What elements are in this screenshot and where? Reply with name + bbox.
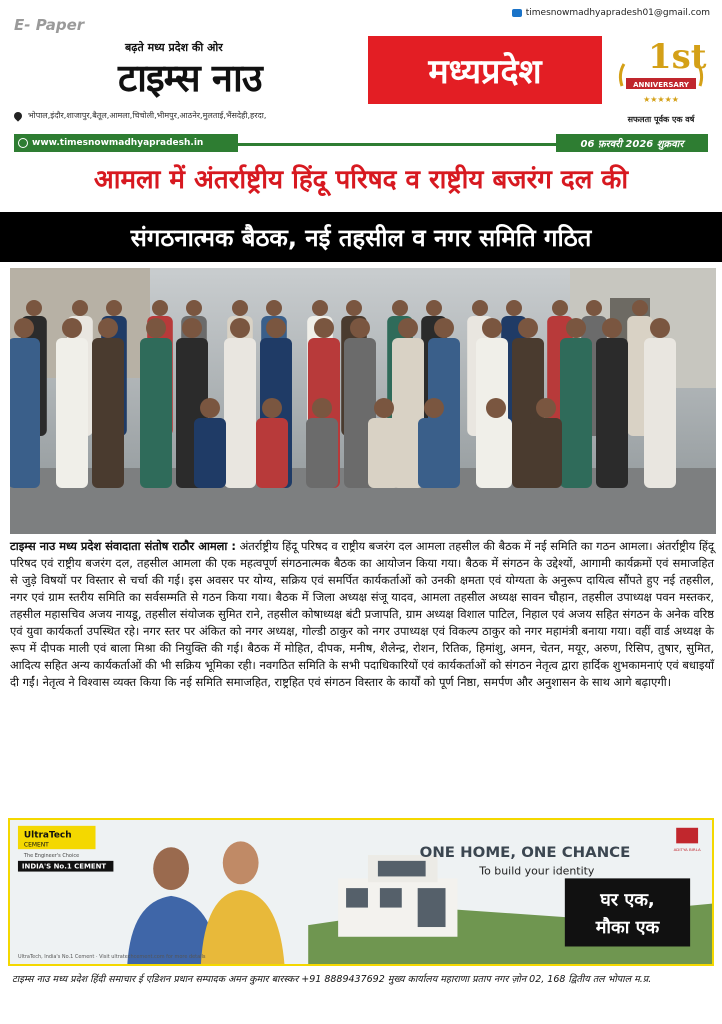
person-head <box>62 318 82 338</box>
person-head <box>398 318 418 338</box>
person-body <box>596 338 628 488</box>
person-head <box>426 300 442 316</box>
group-photo <box>10 268 716 534</box>
ad-hindi-line2: मौका एक <box>595 918 660 938</box>
person-body <box>306 418 338 488</box>
person-body <box>644 338 676 488</box>
person-head <box>536 398 556 418</box>
person-head <box>72 300 88 316</box>
person-head <box>552 300 568 316</box>
edition-label: E- Paper <box>14 16 85 34</box>
article-byline: टाइम्स नाउ मध्य प्रदेश संवादाता संतोष राठौर आमला : <box>10 539 236 553</box>
person-head <box>230 318 250 338</box>
person-head <box>602 318 622 338</box>
ad-brand-tagline: The Engineer's Choice <box>23 853 80 859</box>
person-body <box>56 338 88 488</box>
person-head <box>312 398 332 418</box>
cement-advertisement[interactable] <box>8 818 714 966</box>
person-body <box>530 418 562 488</box>
person-head <box>314 318 334 338</box>
ad-headline: ONE HOME, ONE CHANCE <box>419 844 631 861</box>
ad-group-logo: ADITYA BIRLA <box>673 847 701 853</box>
person-body <box>480 418 512 488</box>
anniversary-subtitle: सफलता पूर्वक एक वर्ष <box>627 115 695 124</box>
anniversary-badge <box>614 34 708 112</box>
ad-fine-print: UltraTech, India's No.1 Cement · Visit ultratechcement.com for more details <box>17 954 206 961</box>
person-head <box>98 318 118 338</box>
person-body <box>368 418 400 488</box>
person-head <box>506 300 522 316</box>
person-body <box>224 338 256 488</box>
anniversary-stars: ★★★★★ <box>643 95 679 104</box>
person-head <box>266 318 286 338</box>
person-body <box>418 418 450 488</box>
person-head <box>424 398 444 418</box>
headline-secondary: संगठनात्मक बैठक, नई तहसील व नगर समिति गठित <box>0 212 722 262</box>
ad-brand-badge: INDIA'S No.1 CEMENT <box>21 862 107 871</box>
person-head <box>186 300 202 316</box>
person-head <box>182 318 202 338</box>
person-head <box>346 300 362 316</box>
person-head <box>232 300 248 316</box>
person-head <box>312 300 328 316</box>
person-head <box>566 318 586 338</box>
person-head <box>14 318 34 338</box>
person-head <box>350 318 370 338</box>
email-text: timesnowmadhyapradesh01@gmail.com <box>525 8 710 18</box>
divider-line <box>238 143 556 146</box>
person-body <box>194 418 226 488</box>
location-pin-icon <box>12 110 23 121</box>
headline-primary: आमला में अंतर्राष्ट्रीय हिंदू परिषद व राष्ट्रीय बजरंग दल की <box>93 165 629 195</box>
person-head <box>472 300 488 316</box>
website-bar[interactable] <box>14 134 238 152</box>
masthead-title-left: टाइम्स नाउ <box>118 55 262 100</box>
ad-hindi-line1: घर एक, <box>600 890 655 911</box>
person-head <box>106 300 122 316</box>
person-head <box>200 398 220 418</box>
person-head <box>650 318 670 338</box>
person-head <box>482 318 502 338</box>
city-list-text: भोपाल,इंदौर,शाजापुर,बैतूल,आमला,चिचोली,भीमपुर,आठनेर,मुलताई,भैंसदेही,हरदा, <box>28 111 267 120</box>
person-body <box>10 338 40 488</box>
person-head <box>266 300 282 316</box>
masthead-tagline: बढ़ते मध्य प्रदेश की ओर <box>125 41 223 54</box>
person-body <box>560 338 592 488</box>
issue-date: 06 फ़रवरी 2026 शुक्रवार <box>556 134 708 152</box>
masthead-title-right: मध्यप्रदेश <box>368 36 602 104</box>
ad-subhead: To build your identity <box>479 864 595 878</box>
ad-brand: UltraTech <box>23 830 72 841</box>
person-body <box>140 338 172 488</box>
globe-icon <box>18 138 28 148</box>
mail-icon <box>512 9 522 17</box>
person-head <box>152 300 168 316</box>
person-head <box>392 300 408 316</box>
contact-email[interactable] <box>512 8 710 18</box>
person-head <box>586 300 602 316</box>
person-body <box>92 338 124 488</box>
footer-imprint: टाइम्स नाउ मध्य प्रदेश हिंदी समाचार ई एडिशन प्रधान सम्पादक अमन कुमार बारस्कर +91 8889437692 मुख्य कार्यालय महाराणा प्रताप नगर ज़ोन 02, 168 द्वितीय तल भोपाल म.प्र. <box>12 974 652 985</box>
city-list <box>14 110 266 121</box>
person-head <box>518 318 538 338</box>
article-text: अंतर्राष्ट्रीय हिंदू परिषद व राष्ट्रीय बजरंग दल आमला तहसील की बैठक में नई समिति का गठन आमला। अंतर्राष्ट्रीय हिंदू परिषद एवं राष्ट्रीय बजरंग दल, तहसील आमला की एक महत्वपूर्ण संगठनात्मक बैठक का आयोजन किया गया। बैठक में संगठन के उद्देश्यों, आगामी कार्यक्रमों एवं समाजहित से जुड़े विषयों पर विस्तार से चर्चा की गई। इस अवसर पर योग्य, सक्रिय एवं समर्पित कार्यकर्ताओं को उनकी क्षमता एवं योग्यता के अनुरूप दायित्व सौंपते हुए नई तहसील, नगर एवं ग्राम स्तरीय समिति का सर्वसम्मति से गठन किया गया। बैठक में जिला अध्यक्ष संजू यादव, आमला तहसील अध्यक्ष सावन चौहान, तहसील उपाध्यक्ष पवन मस्तकर, तहसील महासचिव अजय नायडू, तहसील संयोजक सुमित राने, तहसील कोषाध्यक्ष बंटी प्रजापति, ग्राम अध्यक्ष विशाल पाटिल, निहाल एवं अजय सहित संगठन के अनेक वरिष्ठ एवं युवा कार्यकर्ता उपस्थित रहे। नगर स्तर पर अंकित को नगर अध्यक्ष, गोल्डी ठाकुर को नगर उपाध्यक्ष एवं विकल्प ठाकुर को नगर महामंत्री बनाया गया। वहीं वार्ड अध्यक्ष के रूप में दीपक माली एवं बाला मिश्रा की नियुक्ति की गई। बैठक में मोहित, दीपक, मनीष, शैलेन्द्र, रोशन, रितिक, हिमांशु, अमन, चेतन, मयूर, अरुण, रिसिप, तुषार, सुमित, आदित्य सहित अन्य कार्यकर्ताओं की भी सक्रिय भूमिका रही। नवगठित समिति के सभी पदाधिकारियों एवं कार्यकर्ताओं को संगठन नेतृत्व द्वारा हार्दिक शुभकामनाएं एवं बधाइयाँ दी गईं। नेतृत्व ने विश्वास व्यक्त किया कि नई समिति समाजहित, राष्ट्रहित एवं संगठन विस्तार के कार्यों को पूर्ण निष्ठा, समर्पण और अनुशासन के साथ आगे बढ़ाएगी। <box>10 539 714 689</box>
person-head <box>486 398 506 418</box>
person-body <box>256 418 288 488</box>
article-body <box>10 538 714 691</box>
person-head <box>26 300 42 316</box>
ad-brand-sub: CEMENT <box>23 842 49 849</box>
anniversary-number: 1st <box>648 37 707 77</box>
person-head <box>262 398 282 418</box>
person-head <box>434 318 454 338</box>
person-head <box>374 398 394 418</box>
person-head <box>146 318 166 338</box>
person-head <box>632 300 648 316</box>
anniversary-word: ANNIVERSARY <box>633 81 689 89</box>
website-link[interactable]: www.timesnowmadhyapradesh.in <box>32 138 204 148</box>
